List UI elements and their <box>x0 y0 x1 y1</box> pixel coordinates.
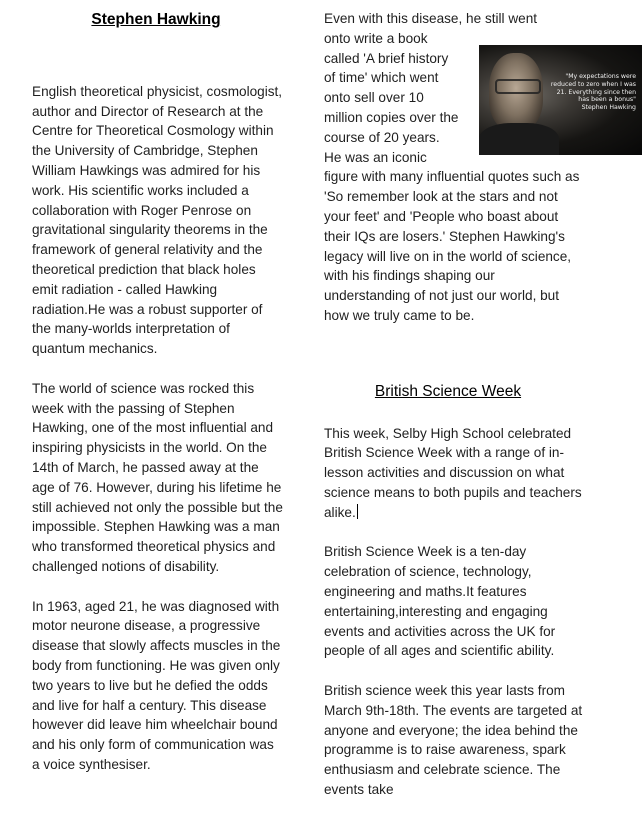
article-title[interactable]: Stephen Hawking <box>91 11 221 28</box>
article-paragraph[interactable]: figure with many influential quotes such as 'So remember look at the stars and not your feet' and 'People who boast about their IQs are losers.' Stephen Hawking's legacy will live on in the world of science, with his findings shaping our understanding of not just our world, but how we truly came to be. <box>324 169 580 323</box>
article-paragraph[interactable]: In 1963, aged 21, he was diagnosed with motor neurone disease, a progressive disease that slowly affects muscles in the body from functioning. He was given only two years to live but he defied the odds and live for half a century. This disease however did leave him wheelchair bound and his only form of communication was a voice synthesiser. <box>32 598 281 772</box>
paragraph-text[interactable]: This week, Selby High School celebrated British Science Week with a range of in-lesson activities and discussion on what science means to both pupils and teachers alike. <box>324 425 582 520</box>
portrait-glasses <box>495 79 541 94</box>
left-column <box>32 0 284 775</box>
text-line[interactable]: course of 20 years. <box>324 129 440 145</box>
text-line[interactable]: He was an iconic <box>324 149 427 165</box>
article-paragraph[interactable] <box>324 424 584 523</box>
text-line[interactable]: million copies over the <box>324 109 459 125</box>
article-paragraph[interactable]: The world of science was rocked this week with the passing of Stephen Hawking, one of the most influential and inspiring physicists in the world. On the 14th of March, he passed away at the age of 76. However, during his lifetime he still achieved not only the possible but the impossible. Stephen Hawking was a man who transformed theoretical physics and challenged notions of disability. <box>32 380 283 574</box>
article-paragraph[interactable]: British Science Week is a ten-day celebration of science, technology, engineering and maths.It features entertaining,interesting and engaging events and activities across the UK for people of all ages and scientific ability. <box>324 544 556 659</box>
text-line[interactable]: called 'A brief history <box>324 50 449 66</box>
text-line[interactable]: onto write a book <box>324 30 428 46</box>
portrait-body <box>479 123 559 155</box>
image-quote <box>550 73 636 112</box>
section-title[interactable]: British Science Week <box>374 382 522 400</box>
quote-text: "My expectations were reduced to zero when I was 21. Everything since then has been a bonus" <box>550 73 636 104</box>
text-line[interactable]: onto sell over 10 <box>324 90 424 106</box>
quote-author: Stephen Hawking <box>581 104 636 112</box>
text-line[interactable]: of time' which went <box>324 70 439 86</box>
article-paragraph[interactable]: British science week this year lasts from March 9th-18th. The events are targeted at anyone and everyone; the idea behind the programme is to raise awareness, spark enthusiasm and celebrate science. The events take <box>324 682 583 797</box>
text-line[interactable]: Even with this disease, he still went <box>324 11 538 26</box>
text-cursor <box>357 504 359 519</box>
stephen-hawking-portrait-icon[interactable] <box>479 45 642 155</box>
article-paragraph[interactable]: English theoretical physicist, cosmologist, author and Director of Research at the Centre for Theoretical Cosmology within the University of Cambridge, Stephen William Hawkings was admired for his work. His scientific works included a collaboration with Roger Penrose on gravitational singularity theorems in the framework of general relativity and the theoretical prediction that black holes emit radiation - called Hawking radiation.He was a robust supporter of the many-worlds interpretation of quantum mechanics. <box>32 83 283 357</box>
